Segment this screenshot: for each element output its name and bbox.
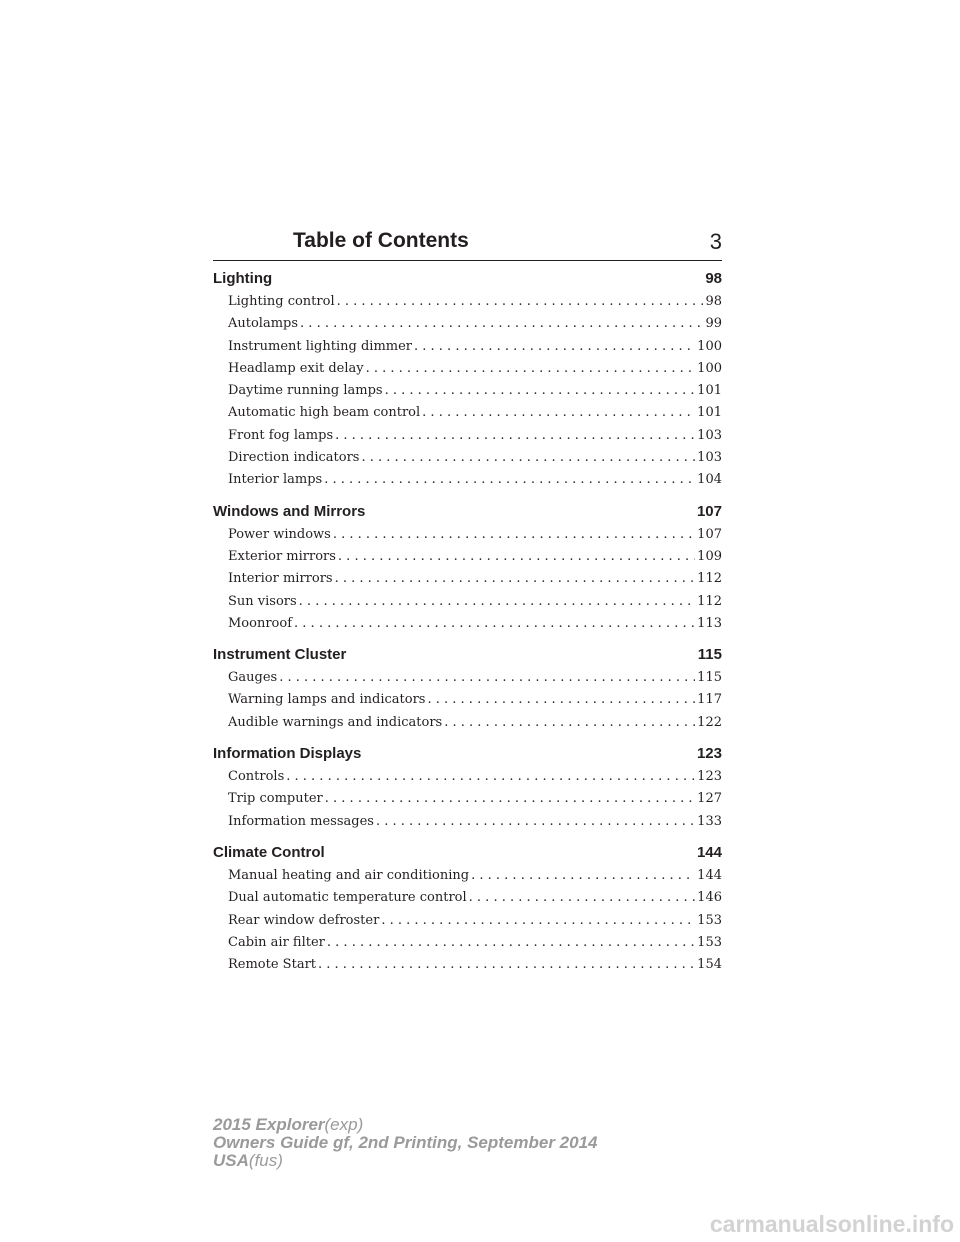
- dot-leader: [427, 689, 695, 711]
- toc-entry-label: Warning lamps and indicators: [228, 692, 426, 708]
- toc-entry[interactable]: [213, 524, 722, 546]
- watermark: carmanualsonline.info: [709, 1211, 954, 1237]
- toc-entry-page: 144: [697, 867, 722, 883]
- page-title: Table of Contents: [293, 229, 469, 252]
- toc-section-heading[interactable]: [213, 645, 722, 665]
- toc-entry-page: 153: [697, 934, 722, 950]
- dot-leader: [385, 380, 696, 402]
- toc-entry-page: 153: [697, 912, 722, 928]
- toc-entry-label: Information messages: [228, 813, 374, 829]
- toc-entry[interactable]: [213, 336, 722, 358]
- toc-entry-page: 123: [697, 769, 722, 785]
- toc-entry-label: Rear window defroster: [228, 912, 380, 928]
- toc-entry-label: Daytime running lamps: [228, 383, 383, 399]
- toc-section-heading[interactable]: [213, 502, 722, 522]
- toc-section: [213, 744, 722, 833]
- toc-entry-page: 103: [697, 427, 722, 443]
- toc-entry-page: 113: [697, 615, 722, 631]
- toc-entry[interactable]: [213, 358, 722, 380]
- dot-leader: [324, 469, 695, 491]
- toc-entry-page: 117: [697, 692, 722, 708]
- page-number: 3: [709, 229, 722, 254]
- dot-leader: [337, 291, 704, 313]
- toc-entry-page: 127: [697, 791, 722, 807]
- toc-entry-label: Moonroof: [228, 615, 293, 631]
- toc-entry[interactable]: [213, 910, 722, 932]
- toc-entry-label: Remote Start: [228, 957, 317, 973]
- toc-entry-page: 112: [697, 593, 722, 609]
- toc-section: [213, 502, 722, 635]
- toc-entry[interactable]: [213, 887, 722, 909]
- toc-entry-page: 100: [697, 360, 722, 376]
- toc-section: [213, 645, 722, 734]
- footer-line-1: [213, 1116, 597, 1134]
- dot-leader: [414, 336, 695, 358]
- toc-section: [213, 843, 722, 976]
- toc-entry-label: Cabin air filter: [228, 934, 325, 950]
- toc-section-page: 107: [696, 502, 722, 520]
- toc-entry-label: Sun visors: [228, 593, 297, 609]
- toc-section-title: Instrument Cluster: [213, 646, 347, 664]
- toc-entry-label: Lighting control: [228, 294, 335, 309]
- footer-market-code: (fus): [248, 1151, 283, 1170]
- dot-leader: [376, 811, 695, 833]
- toc-entry-label: Controls: [228, 769, 285, 785]
- dot-leader: [361, 447, 695, 469]
- toc-entry-label: Instrument lighting dimmer: [228, 338, 412, 354]
- toc-entry[interactable]: [213, 954, 722, 976]
- toc-entry[interactable]: [213, 591, 722, 613]
- toc-entry-page: 101: [697, 405, 722, 421]
- dot-leader: [300, 313, 703, 335]
- toc-entry-page: 99: [705, 316, 722, 332]
- document-footer: [213, 1116, 597, 1170]
- toc-section-page: 98: [705, 270, 722, 287]
- toc-entry[interactable]: [213, 667, 722, 689]
- toc-entry-page: 122: [697, 714, 722, 730]
- toc-entry[interactable]: [213, 313, 722, 335]
- toc-entry-label: Trip computer: [228, 791, 323, 807]
- toc-entry-label: Manual heating and air conditioning: [228, 867, 470, 883]
- dot-leader: [471, 865, 695, 887]
- toc-section-page: 123: [696, 745, 722, 763]
- footer-model-code: (exp): [324, 1115, 364, 1134]
- toc-section-page: 144: [696, 843, 722, 861]
- toc-entry-page: 107: [697, 526, 722, 542]
- toc-entry-label: Headlamp exit delay: [228, 360, 364, 376]
- dot-leader: [325, 788, 695, 810]
- toc-entry-label: Power windows: [228, 526, 331, 542]
- toc-entry[interactable]: [213, 469, 722, 491]
- dot-leader: [294, 613, 695, 635]
- dot-leader: [299, 591, 696, 613]
- toc-entry-page: 133: [697, 813, 722, 829]
- toc-entry-label: Interior lamps: [228, 472, 323, 488]
- toc-section-page: 115: [697, 646, 722, 664]
- toc-entry-label: Exterior mirrors: [228, 548, 336, 564]
- toc-entry-label: Dual automatic temperature control: [228, 890, 467, 906]
- toc-entry-page: 100: [697, 338, 722, 354]
- toc-entry[interactable]: [213, 689, 722, 711]
- dot-leader: [279, 667, 695, 689]
- toc-entry[interactable]: [213, 788, 722, 810]
- dot-leader: [338, 546, 695, 568]
- toc-entry[interactable]: [213, 865, 722, 887]
- toc-section-heading[interactable]: [213, 843, 722, 863]
- toc-entry-page: 109: [697, 548, 722, 564]
- dot-leader: [327, 932, 695, 954]
- dot-leader: [335, 568, 696, 590]
- toc-section: [213, 269, 722, 492]
- toc-entry[interactable]: [213, 380, 722, 402]
- toc-entry-label: Direction indicators: [228, 450, 360, 466]
- toc-entry[interactable]: [213, 447, 722, 469]
- dot-leader: [318, 954, 695, 976]
- toc-section-heading[interactable]: [213, 269, 722, 289]
- toc-entry-page: 104: [697, 472, 722, 488]
- table-of-contents: [213, 269, 722, 986]
- toc-entry-label: Interior mirrors: [228, 571, 333, 587]
- toc-entry-label: Autolamps: [228, 316, 299, 332]
- footer-market: USA: [213, 1151, 249, 1170]
- dot-leader: [444, 712, 695, 734]
- toc-entry[interactable]: [213, 546, 722, 568]
- dot-leader: [335, 425, 695, 447]
- footer-model: 2015 Explorer: [213, 1115, 325, 1134]
- toc-entry-page: 103: [697, 450, 722, 466]
- dot-leader: [333, 524, 695, 546]
- toc-entry[interactable]: [213, 932, 722, 954]
- toc-entry[interactable]: [213, 811, 722, 833]
- toc-entry-label: Gauges: [228, 670, 278, 686]
- toc-entry-label: Automatic high beam control: [228, 405, 421, 421]
- footer-line-3: [213, 1152, 597, 1170]
- toc-entry-page: 98: [705, 294, 722, 309]
- toc-section-title: Climate Control: [213, 843, 325, 861]
- dot-leader: [286, 766, 695, 788]
- toc-entry[interactable]: [213, 568, 722, 590]
- toc-entry-page: 101: [697, 383, 722, 399]
- toc-entry[interactable]: [213, 613, 722, 635]
- toc-entry-page: 112: [697, 571, 722, 587]
- toc-entry-label: Front fog lamps: [228, 427, 334, 443]
- toc-entry[interactable]: [213, 712, 722, 734]
- toc-entry-page: 146: [697, 890, 722, 906]
- dot-leader: [381, 910, 695, 932]
- dot-leader: [422, 402, 695, 424]
- toc-entry[interactable]: [213, 402, 722, 424]
- dot-leader: [366, 358, 696, 380]
- toc-entry-page: 154: [697, 957, 722, 973]
- toc-section-title: Information Displays: [213, 745, 362, 763]
- page-header: [213, 226, 722, 261]
- toc-section-heading[interactable]: [213, 744, 722, 764]
- toc-entry[interactable]: [213, 291, 722, 313]
- toc-section-title: Lighting: [213, 270, 273, 287]
- toc-section-title: Windows and Mirrors: [213, 502, 366, 520]
- toc-entry[interactable]: [213, 766, 722, 788]
- toc-entry-label: Audible warnings and indicators: [228, 714, 443, 730]
- footer-line-2: Owners Guide gf, 2nd Printing, September 2014: [213, 1133, 598, 1152]
- toc-entry[interactable]: [213, 425, 722, 447]
- toc-entry-page: 115: [697, 670, 722, 686]
- dot-leader: [469, 887, 696, 909]
